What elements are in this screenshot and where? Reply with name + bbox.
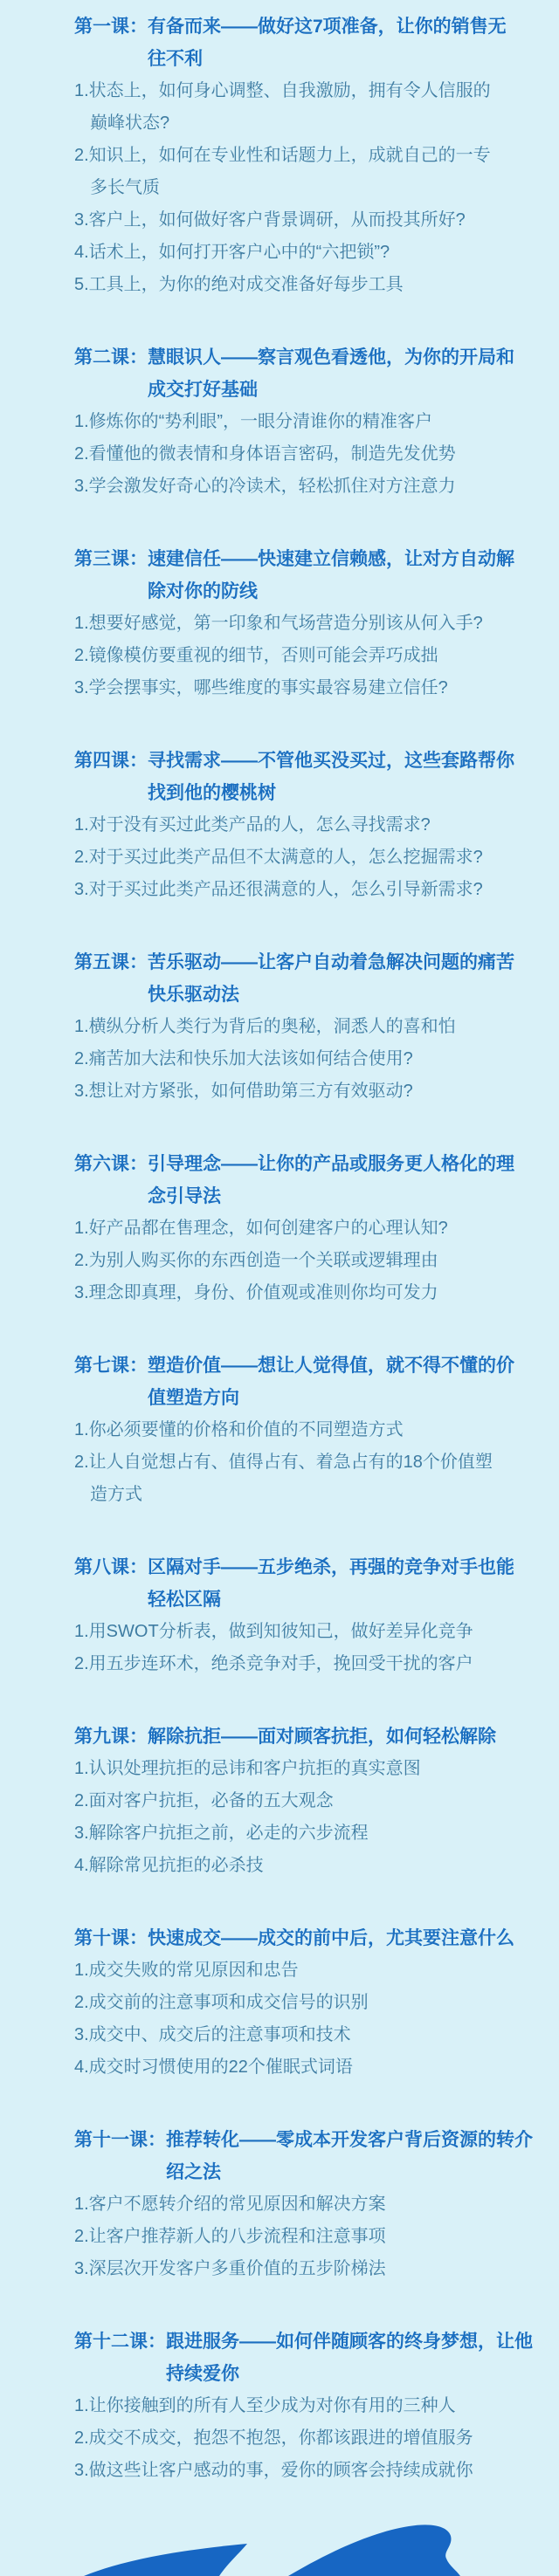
lesson-title	[74, 341, 533, 406]
lesson-item: 3.解除客户抗拒之前，必走的六步流程	[74, 1824, 369, 1843]
lesson-item: 2.用五步连环术，绝杀竞争对手，挽回受干扰的客户	[74, 1654, 473, 1673]
lesson-item: 1.横纵分析人类行为背后的奥秘，洞悉人的喜和怕	[74, 1017, 456, 1036]
wave-shape-left	[84, 2544, 247, 2576]
lesson-number: 第四课：	[74, 751, 148, 771]
lesson-title	[74, 10, 533, 75]
lesson-title-text: 寻找需求——不管他买没买过，这些套路帮你找到他的樱桃树	[148, 751, 514, 803]
wave-shape-right	[288, 2524, 460, 2576]
lesson-item: 4.话术上，如何打开客户心中的“六把锁”?	[74, 243, 390, 262]
lesson-item: 2.面对客户抗拒，必备的五大观念	[74, 1791, 334, 1810]
lesson-number: 第十一课：	[74, 2130, 166, 2150]
lesson-title	[74, 1922, 533, 1954]
lesson-title	[74, 745, 533, 809]
lesson-title	[74, 1148, 533, 1212]
lesson-title-text: 引导理念——让你的产品或服务更人格化的理念引导法	[148, 1154, 514, 1206]
lesson-section-6	[74, 1148, 533, 1309]
bottom-wave-decoration	[0, 2508, 559, 2576]
lesson-number: 第三课：	[74, 549, 148, 569]
lesson-title	[74, 2124, 533, 2188]
lesson-item: 2.镜像模仿要重视的细节，否则可能会弄巧成拙	[74, 646, 438, 665]
lesson-item: 4.成交时习惯使用的22个催眠式词语	[74, 2057, 353, 2077]
lesson-section-4	[74, 745, 533, 906]
lesson-item: 2.让客户推荐新人的八步流程和注意事项	[74, 2227, 386, 2246]
lesson-item: 3.对于买过此类产品还很满意的人，怎么引导新需求?	[74, 880, 483, 899]
lesson-number: 第二课：	[74, 347, 148, 368]
lesson-item: 2.看懂他的微表情和身体语言密码，制造先发优势	[74, 444, 456, 464]
lesson-item: 2.对于买过此类产品但不太满意的人，怎么挖掘需求?	[74, 848, 483, 867]
lesson-item: 1.状态上，如何身心调整、自我激励，拥有令人信服的巅峰状态?	[74, 81, 491, 133]
lesson-number: 第十二课：	[74, 2332, 166, 2352]
lesson-title-text: 快速成交——成交的前中后，尤其要注意什么	[148, 1928, 514, 1948]
lesson-number: 第五课：	[74, 952, 148, 972]
lesson-item: 1.想要好感觉，第一印象和气场营造分别该从何入手?	[74, 614, 483, 633]
lesson-section-12	[74, 2325, 533, 2487]
lesson-section-2	[74, 341, 533, 503]
lesson-title-text: 解除抗拒——面对顾客抗拒，如何轻松解除	[148, 1727, 496, 1747]
lesson-section-11	[74, 2124, 533, 2285]
lesson-section-1	[74, 10, 533, 301]
lesson-item: 1.认识处理抗拒的忌讳和客户抗拒的真实意图	[74, 1759, 421, 1778]
lesson-item: 3.深层次开发客户多重价值的五步阶梯法	[74, 2259, 386, 2278]
lesson-section-7	[74, 1350, 533, 1511]
lesson-title	[74, 1721, 533, 1753]
lesson-number: 第六课：	[74, 1154, 148, 1174]
lesson-item: 1.好产品都在售理念，如何创建客户的心理认知?	[74, 1219, 448, 1238]
lesson-title	[74, 2325, 533, 2390]
lesson-title	[74, 1350, 533, 1414]
lesson-title	[74, 946, 533, 1011]
lesson-item: 3.想让对方紧张，如何借助第三方有效驱动?	[74, 1082, 413, 1101]
lesson-section-8	[74, 1551, 533, 1680]
lesson-title-text: 慧眼识人——察言观色看透他，为你的开局和成交打好基础	[148, 347, 514, 400]
lesson-number: 第七课：	[74, 1356, 148, 1376]
lesson-item: 3.成交中、成交后的注意事项和技术	[74, 2025, 351, 2044]
lesson-item: 5.工具上，为你的绝对成交准备好每步工具	[74, 275, 404, 294]
lesson-section-10	[74, 1922, 533, 2084]
lesson-title	[74, 1551, 533, 1616]
lesson-section-3	[74, 543, 533, 704]
lesson-number: 第八课：	[74, 1557, 148, 1577]
lesson-section-9	[74, 1721, 533, 1882]
lesson-title-text: 速建信任——快速建立信赖感，让对方自动解除对你的防线	[148, 549, 514, 601]
lesson-item: 1.你必须要懂的价格和价值的不同塑造方式	[74, 1420, 404, 1439]
lesson-item: 1.用SWOT分析表，做到知彼知己，做好差异化竞争	[74, 1622, 473, 1641]
lesson-title	[74, 543, 533, 608]
lesson-item: 4.解除常见抗拒的必杀技	[74, 1856, 264, 1875]
lesson-title-text: 跟进服务——如何伴随顾客的终身梦想，让他持续爱你	[166, 2332, 533, 2384]
lesson-title-text: 区隔对手——五步绝杀，再强的竞争对手也能轻松区隔	[148, 1557, 514, 1610]
lesson-item: 2.知识上，如何在专业性和话题力上，成就自己的一专多长气质	[74, 146, 491, 197]
lesson-item: 2.为别人购买你的东西创造一个关联或逻辑理由	[74, 1251, 438, 1270]
lesson-item: 1.让你接触到的所有人至少成为对你有用的三种人	[74, 2396, 456, 2415]
lesson-item: 3.客户上，如何做好客户背景调研，从而投其所好?	[74, 210, 466, 230]
lesson-number: 第一课：	[74, 17, 148, 37]
lesson-item: 3.理念即真理，身份、价值观或准则你均可发力	[74, 1283, 438, 1302]
lesson-item: 1.客户不愿转介绍的常见原因和解决方案	[74, 2195, 386, 2214]
lesson-item: 2.成交不成交，抱怨不抱怨，你都该跟进的增值服务	[74, 2428, 473, 2448]
lesson-item: 1.对于没有买过此类产品的人，怎么寻找需求?	[74, 815, 431, 835]
lesson-item: 1.修炼你的“势利眼”，一眼分清谁你的精准客户	[74, 412, 432, 431]
lesson-section-5	[74, 946, 533, 1108]
lesson-title-text: 有备而来——做好这7项准备，让你的销售无往不利	[148, 17, 507, 69]
lesson-title-text: 苦乐驱动——让客户自动着急解决问题的痛苦快乐驱动法	[148, 952, 514, 1005]
lesson-item: 1.成交失败的常见原因和忠告	[74, 1961, 299, 1980]
lesson-item: 3.学会摆事实，哪些维度的事实最容易建立信任?	[74, 678, 448, 697]
lesson-item: 2.痛苦加大法和快乐加大法该如何结合使用?	[74, 1049, 413, 1068]
lesson-item: 2.让人自觉想占有、值得占有、着急占有的18个价值塑造方式	[74, 1453, 493, 1504]
lesson-item: 3.学会激发好奇心的冷读术，轻松抓住对方注意力	[74, 477, 456, 496]
lesson-item: 3.做这些让客户感动的事，爱你的顾客会持续成就你	[74, 2461, 473, 2480]
lesson-number: 第九课：	[74, 1727, 148, 1747]
lesson-item: 2.成交前的注意事项和成交信号的识别	[74, 1993, 369, 2012]
lesson-title-text: 塑造价值——想让人觉得值，就不得不懂的价值塑造方向	[148, 1356, 514, 1408]
lesson-number: 第十课：	[74, 1928, 148, 1948]
lesson-title-text: 推荐转化——零成本开发客户背后资源的转介绍之法	[166, 2130, 533, 2182]
